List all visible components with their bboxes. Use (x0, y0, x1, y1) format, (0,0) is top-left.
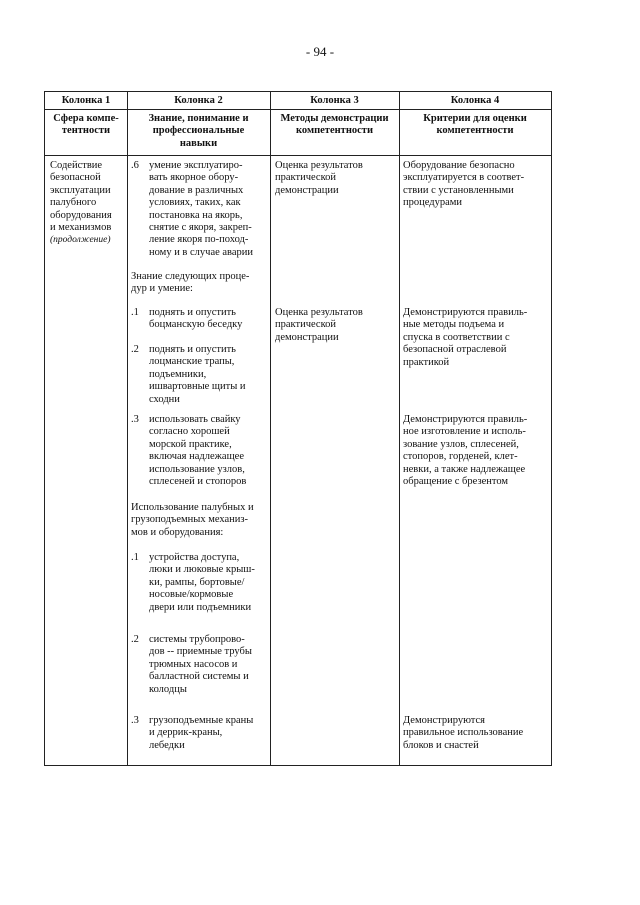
criterion-3-text: Демонстрируются правиль- ное изготовление и исполь- зование узлов, сплесеней, стопоров, горденей, клет- невки, а также надлежащее обращение с брезентом (403, 414, 528, 488)
competence-table (44, 91, 552, 766)
anchor-skill-text: умение эксплуатиро- вать якорное обору- дование в различных условиях, таких, как постановка на якорь, снятие с якоря, закреп- ление якоря по-поход- ному и в случае аварии (149, 160, 254, 258)
page-number: - 94 - (305, 44, 335, 59)
item-number: .3 (131, 414, 139, 425)
equipment-2-text: системы трубопрово- дов -- приемные трубы трюмных насосов и балластной системы и колодцы (149, 634, 252, 695)
method-2-text: Оценка результатов практической демонстрации (275, 307, 363, 343)
row-divider (45, 109, 551, 110)
equipment-intro: Использование палубных и грузоподъемных механиз- мов и оборудования: (131, 502, 254, 538)
column-divider (127, 92, 128, 765)
row-divider (45, 155, 551, 156)
column-divider (270, 92, 271, 765)
item-number: .1 (131, 307, 139, 318)
header-column-2: Колонка 2 (174, 95, 223, 106)
header-column-3: Колонка 3 (310, 95, 359, 106)
item-number: .1 (131, 552, 139, 563)
subheader-methods: Методы демонстрации компетентности (280, 113, 389, 137)
subheader-criteria: Критерии для оценки компетентности (423, 113, 527, 137)
equipment-1-text: устройства доступа, люки и люковые крыш- ки, рампы, бортовые/ носовые/кормовые двери или подъемники (149, 552, 255, 613)
criterion-2-text: Демонстрируются правиль- ные методы подъема и спуска в соответствии с безопасной отраслевой практикой (403, 307, 528, 368)
criterion-4-text: Демонстрируются правильное использование блоков и снастей (403, 715, 524, 751)
procedure-2-text: поднять и опустить лоцманские трапы, подъемники, ишвартовные щиты и сходни (149, 344, 246, 405)
column-divider (399, 92, 400, 765)
item-number: .2 (131, 344, 139, 355)
competence-text: Содействие безопасной эксплуатации палубного оборудования и механизмов (50, 160, 112, 234)
header-column-4: Колонка 4 (450, 95, 500, 106)
item-number: .3 (131, 715, 139, 726)
procedure-1-text: поднять и опустить боцманскую беседку (149, 307, 243, 331)
item-number: .6 (131, 160, 139, 171)
method-1-text: Оценка результатов практической демонстрации (275, 160, 363, 196)
subheader-competence: Сфера компе- тентности (53, 113, 119, 137)
equipment-3-text: грузоподъемные краны и деррик-краны, лебедки (149, 715, 254, 751)
criterion-1-text: Оборудование безопасно эксплуатируется в соответ- ствии с установленными процедурами (403, 160, 525, 209)
header-column-1: Колонка 1 (61, 95, 111, 106)
continued-note: (продолжение) (50, 235, 111, 245)
subheader-knowledge: Знание, понимание и профессиональные навыки (148, 113, 249, 149)
procedures-intro: Знание следующих проце- дур и умение: (131, 271, 250, 295)
item-number: .2 (131, 634, 139, 645)
procedure-3-text: использовать свайку согласно хорошей морской практике, включая надлежащее использование узлов, сплесеней и стопоров (149, 414, 247, 488)
